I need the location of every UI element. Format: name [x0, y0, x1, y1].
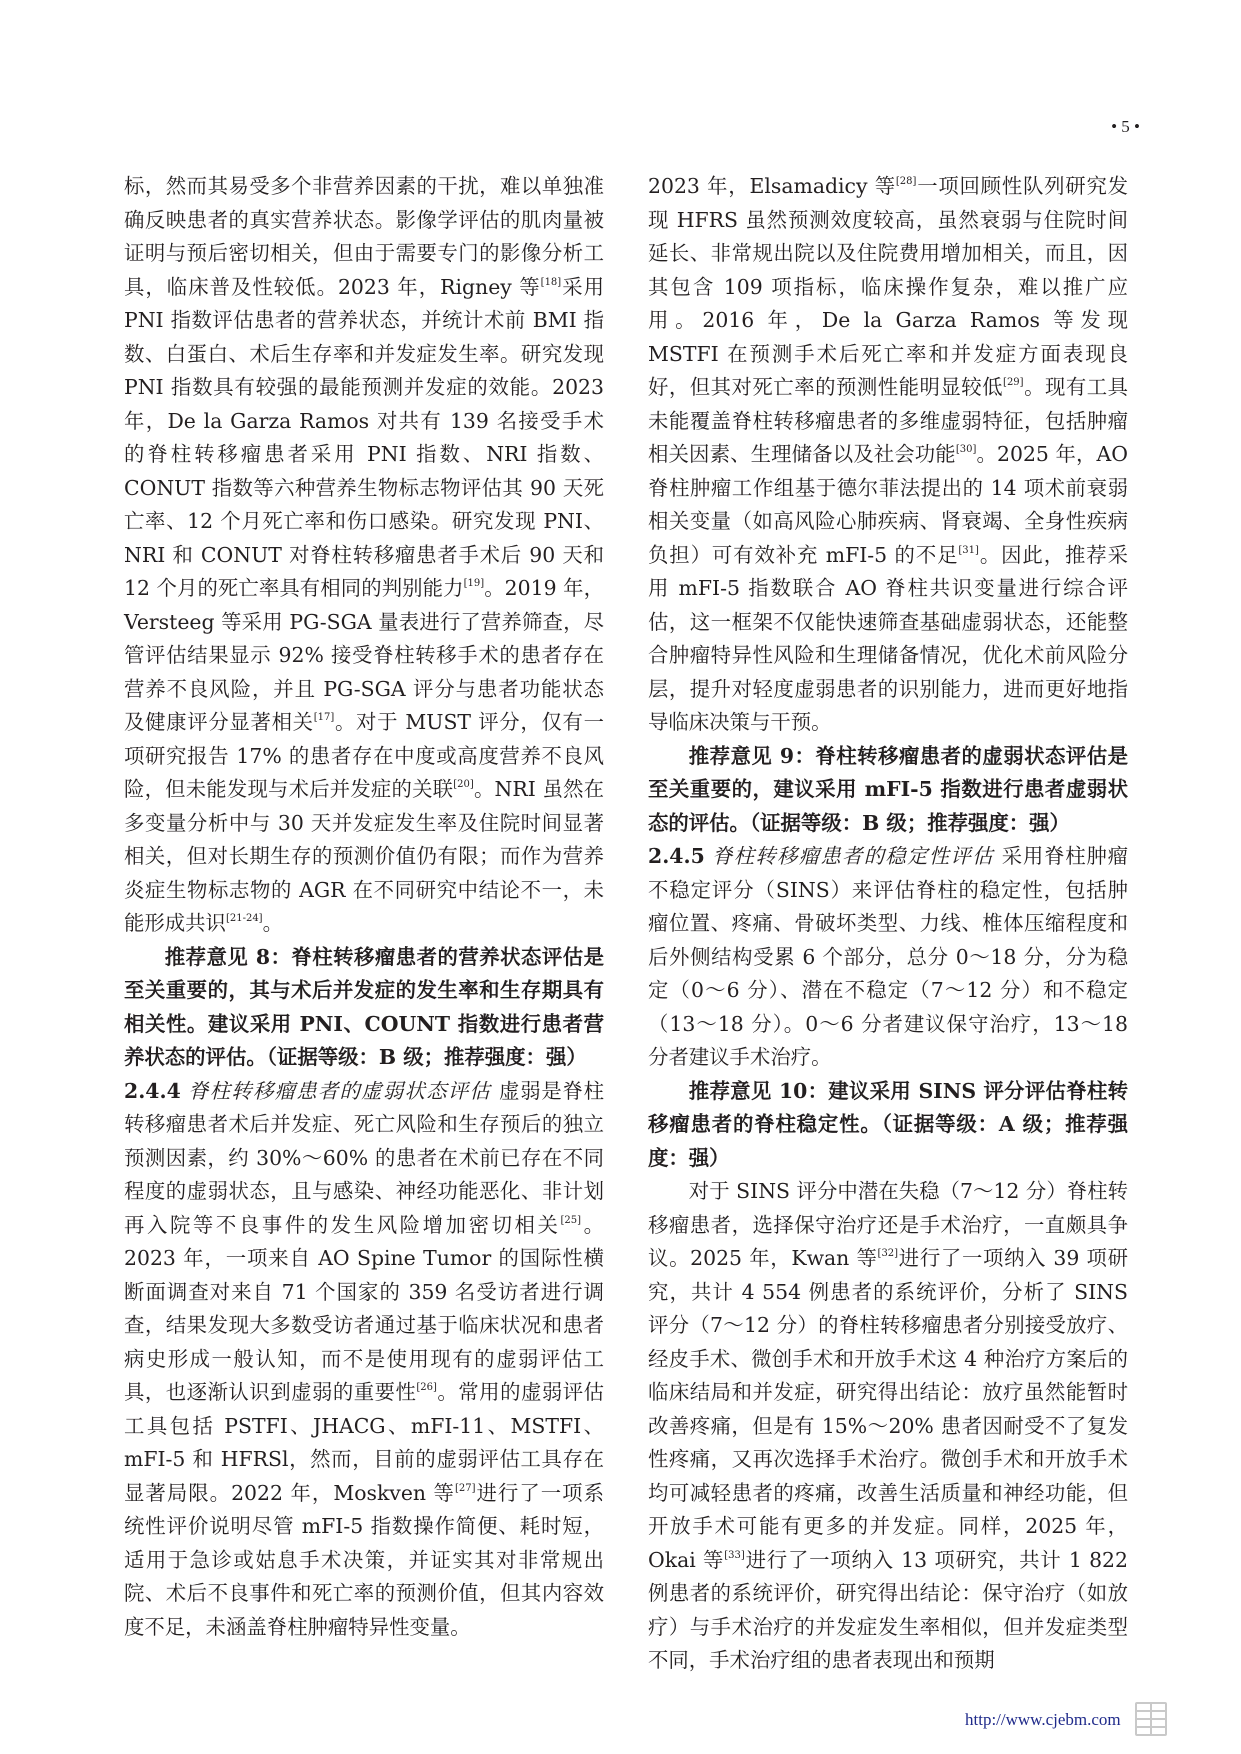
text-run: 。常用的虚弱评估工具包括 PSTFI、JHACG、mFI-11、MSTFI、mFI-5 和 HFRSl，然而，目前的虚弱评估工具存在显著局限。2022 年，Moskven 等 [124, 1380, 605, 1505]
journal-logo-icon [1132, 1700, 1170, 1738]
citation-17[interactable]: [17] [313, 712, 335, 723]
text-run: 。NRI 虽然在多变量分析中与 30 天并发症发生率及住院时间显著相关，但对长期生存的预测价值仍有限；而作为营养炎症生物标志物的 AGR 在不同研究中结论不一，未能形成共识 [124, 777, 605, 935]
text-run: 进行了一项纳入 39 项研究，共计 4 554 例患者的系统评价，分析了 SINS 评分（7～12 分）的脊柱转移瘤患者分别接受放疗、经皮手术、微创手术和开放手术这 4 种治疗方案后的临床结局和并发症，研究得出结论：放疗虽然能暂时改善疼痛，但是有 15%～20% 患者因耐受不了复发性疼痛，又再次选择手术治疗。微创手术和开放手术均可减轻患者的疼痛，改善生活质量和神经功能，但开放手术可能有更多的并发症。同样，2025 年，Okai 等 [648, 1246, 1128, 1572]
section-title: 脊柱转移瘤患者的稳定性评估 [712, 844, 994, 868]
text-run: 对于 SINS 评分中潜在失稳（7～12 分）脊柱转移瘤患者，选择保守治疗还是手术治疗，一直颇具争议。2025 年，Kwan 等 [648, 1179, 1128, 1270]
text-run: 标，然而其易受多个非营养因素的干扰，难以单独准确反映患者的真实营养状态。影像学评估的肌肉量被证明与预后密切相关，但由于需要专门的影像分析工具，临床普及性较低。2023 年，Rigney 等 [124, 174, 604, 299]
paragraph-frailty-tools [648, 170, 1128, 740]
citation-28[interactable]: [28] [895, 176, 917, 187]
citation-21-24[interactable]: [21-24] [225, 913, 263, 924]
text-run: 2023 年，Elsamadicy 等 [648, 174, 896, 198]
text-run: 。现有工具未能覆盖脊柱转移瘤患者的多维虚弱特征，包括肿瘤相关因素、生理储备以及社会功能 [648, 375, 1129, 466]
section-number: 2.4.5 [648, 844, 705, 868]
text-run: 。2025 年，AO 脊柱肿瘤工作组基于德尔菲法提出的 14 项术前衰弱相关变量（如高风险心肺疾病、肾衰竭、全身性疾病负担）可有效补充 mFI-5 的不足 [648, 442, 1128, 567]
left-column [124, 170, 604, 1644]
citation-27[interactable]: [27] [454, 1482, 476, 1494]
text-run: 。因此，推荐采用 mFI-5 指数联合 AO 脊柱共识变量进行综合评估，这一框架不仅能快速筛查基础虚弱状态，还能整合肿瘤特异性风险和生理储备情况，优化术前风险分层，提升对轻度虚弱患者的识别能力，进而更好地指导临床决策与干预。 [648, 542, 1128, 734]
text-run: 。2023 年，一项来自 AO Spine Tumor 的国际性横断面调查对来自 71 个国家的 359 名受访者进行调查，结果发现大多数受访者通过基于临床状况和患者病史形成一般认知，而不是使用现有的虚弱评估工具，也逐渐认识到虚弱的重要性 [124, 1212, 605, 1404]
page-number: • 5 • [1111, 117, 1140, 136]
text-run: 虚弱是脊柱转移瘤患者术后并发症、死亡风险和生存预后的独立预测因素，约 30%～60% 的患者在术前已存在不同程度的虚弱状态，且与感染、神经功能恶化、非计划再入院等不良事件的发生风险增加密切相关 [124, 1078, 605, 1237]
citation-29[interactable]: [29] [1003, 377, 1024, 388]
recommendation-9: 推荐意见 9：脊柱转移瘤患者的虚弱状态评估是至关重要的，建议采用 mFI-5 指数进行患者虚弱状态的评估。（证据等级：B 级；推荐强度：强） [648, 743, 1128, 835]
section-2-4-5 [648, 840, 1128, 1075]
text-run: 。2019 年，Versteeg 等采用 PG-SGA 量表进行了营养筛查，尽管评估结果显示 92% 接受脊柱转移手术的患者存在营养不良风险，并且 PG-SGA 评分与患者功能状态及健康评分显著相关 [124, 576, 604, 734]
text-run: 。对于 MUST 评分，仅有一项研究报告 17% 的患者存在中度或高度营养不良风险，但未能发现与术后并发症的关联 [124, 710, 604, 801]
citation-31[interactable]: [31] [958, 544, 979, 556]
text-run: 一项回顾性队列研究发现 HFRS 虽然预测效度较高，虽然衰弱与住院时间延长、非常规出院以及住院费用增加相关，而且，因其包含 109 项指标，临床操作复杂，难以推广应用。2016 年，De la Garza Ramos 等发现 MSTFI 在预测手术后死亡率和并发症方面表现良好，但其对死亡率的预测性能明显较低 [648, 174, 1129, 399]
text-run: 采用 PNI 指数评估患者的营养状态，并统计术前 BMI 指数、白蛋白、术后生存率和并发症发生率。研究发现 PNI 指数具有较强的最能预测并发症的效能。2023 年，De la Garza Ramos 对共有 139 名接受手术的脊柱转移瘤患者采用 PNI 指数、NRI 指数、CONUT 指数等六种营养生物标志物评估其 90 天死亡率、12 个月死亡率和伤口感染。研究发现 PNI、NRI 和 CONUT 对脊柱转移瘤患者手术后 90 天和 12 个月的死亡率具有相同的判别能力 [124, 274, 604, 600]
section-title: 脊柱转移瘤患者的虚弱状态评估 [188, 1078, 492, 1103]
recommendation-8: 推荐意见 8：脊柱转移瘤患者的营养状态评估是至关重要的，其与术后并发症的发生率和生存期具有相关性。建议采用 PNI、COUNT 指数进行患者营养状态的评估。（证据等级：B 级；推荐强度：强） [124, 944, 604, 1069]
text-run: 采用脊柱肿瘤不稳定评分（SINS）来评估脊柱的稳定性，包括肿瘤位置、疼痛、骨破坏类型、力线、椎体压缩程度和后外侧结构受累 6 个部分，总分 0～18 分，分为稳定（0～6 分）、潜在不稳定（7～12 分）和不稳定（13～18 分）。0～6 分者建议保守治疗，13～18 分者建议手术治疗。 [648, 844, 1129, 1069]
recommendation-10: 推荐意见 10：建议采用 SINS 评分评估脊柱转移瘤患者的脊柱稳定性。（证据等级：A 级；推荐强度：强） [648, 1078, 1128, 1170]
citation-18[interactable]: [18] [540, 276, 562, 288]
citation-26[interactable]: [26] [416, 1382, 437, 1393]
citation-30[interactable]: [30] [955, 444, 977, 455]
citation-25[interactable]: [25] [560, 1214, 582, 1226]
text-run: 进行了一项纳入 13 项研究，共计 1 822 例患者的系统评价，研究得出结论：保守治疗（如放疗）与手术治疗的并发症发生率相似，但并发症类型不同，手术治疗组的患者表现出和预期 [648, 1547, 1129, 1672]
paragraph-sins-treatment [648, 1175, 1128, 1678]
text-run: 。 [262, 911, 283, 935]
paragraph-nutrition [124, 170, 604, 941]
citation-33[interactable]: [33] [724, 1549, 745, 1561]
text-run: 进行了一项系统性评价说明尽管 mFI-5 指数操作简便、耗时短，适用于急诊或姑息手术决策，并证实其对非常规出院、术后不良事件和死亡率的预测价值，但其内容效度不足，未涵盖脊柱肿瘤特异性变量。 [124, 1480, 604, 1639]
citation-20[interactable]: [20] [453, 779, 474, 790]
citation-19[interactable]: [19] [463, 578, 485, 589]
journal-url-link[interactable]: http://www.cjebm.com [965, 1710, 1121, 1729]
citation-32[interactable]: [32] [877, 1248, 899, 1259]
section-2-4-4 [124, 1075, 604, 1645]
right-column [648, 170, 1128, 1678]
section-number: 2.4.4 [124, 1078, 181, 1103]
